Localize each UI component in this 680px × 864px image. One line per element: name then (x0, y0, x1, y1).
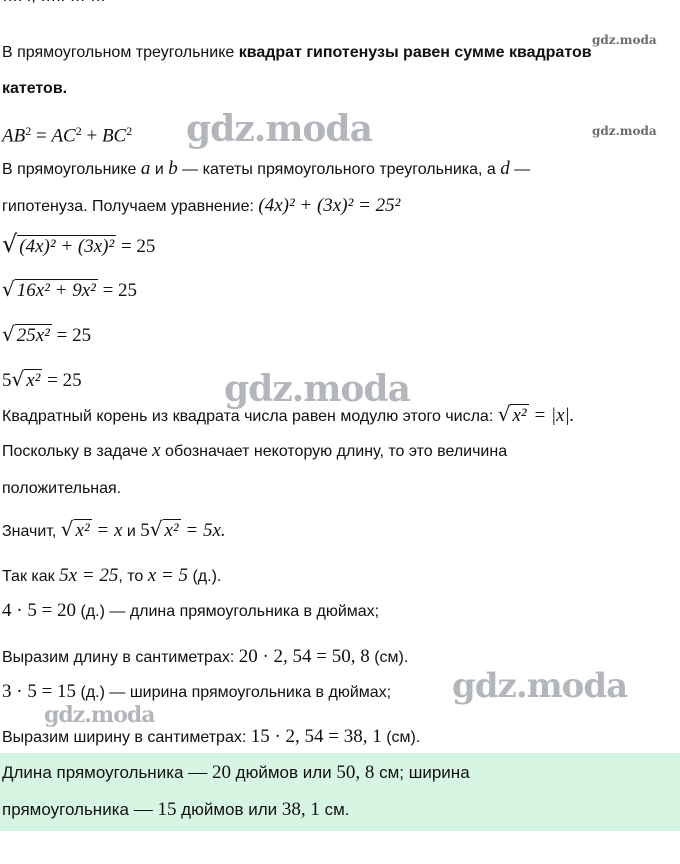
equation-1: √ (4x)² + (3x)² = 25 (2, 230, 156, 258)
answer-line-1: Длина прямоугольника — 20 дюймов или 50, 8 см; ширина (2, 762, 470, 783)
paragraph-solve-x: Так как 5x = 25, то x = 5 (д.). (2, 565, 222, 586)
watermark-large: gdz.moda (224, 368, 410, 410)
watermark-large: gdz.moda (452, 666, 628, 706)
paragraph-legs-hypotenuse: В прямоугольнике a и b — катеты прямоугольного треугольника, а d — (2, 158, 531, 179)
cut-off-line (2, 0, 106, 6)
watermark-small: gdz.moda (592, 33, 657, 47)
paragraph-length-inches: 4 · 5 = 20 (д.) — длина прямоугольника в дюймах; (2, 600, 380, 621)
paragraph-width-cm: Выразим ширину в сантиметрах: 15 · 2, 54 = 38, 1 (см). (2, 726, 421, 747)
paragraph-positive: Поскольку в задаче x обозначает некоторую длину, то это величина (2, 440, 508, 461)
watermark-medium: gdz.moda (44, 702, 155, 728)
paragraph-width-inches: 3 · 5 = 15 (д.) — ширина прямоугольника в дюймах; (2, 681, 392, 702)
paragraph-pythagoras-intro: В прямоугольном треугольнике квадрат гипотенузы равен суммe квадратов (2, 44, 592, 61)
equation-2: √ 16x² + 9x² = 25 (2, 277, 138, 301)
watermark-large: gdz.moda (186, 108, 372, 150)
paragraph-abs-value: Квадратный корень из квадрата числа равен модулю этого числа: √ x² = |x|. (2, 402, 575, 426)
watermark-small: gdz.moda (592, 124, 657, 138)
paragraph-length-cm: Выразим длину в сантиметрах: 20 · 2, 54 = 50, 8 (см). (2, 646, 409, 667)
paragraph-positive-end: положительная. (2, 480, 122, 497)
paragraph-equation: гипотенуза. Получаем уравнение: (4x)² + (3x)² = 25² (2, 195, 401, 216)
paragraph-pythagoras-intro-end: катетов. (2, 80, 68, 97)
equation-4: 5√ x² = 25 (2, 367, 82, 391)
paragraph-therefore: Значит, √ x² = x и 5√ x² = 5x. (2, 517, 226, 541)
formula-pythagoras: $AB^2 = AC^2 + BC^2$ (2, 124, 133, 147)
answer-line-2: прямоугольника — 15 дюймов или 38, 1 см. (2, 799, 350, 820)
equation-3: √ 25x² = 25 (2, 322, 92, 346)
